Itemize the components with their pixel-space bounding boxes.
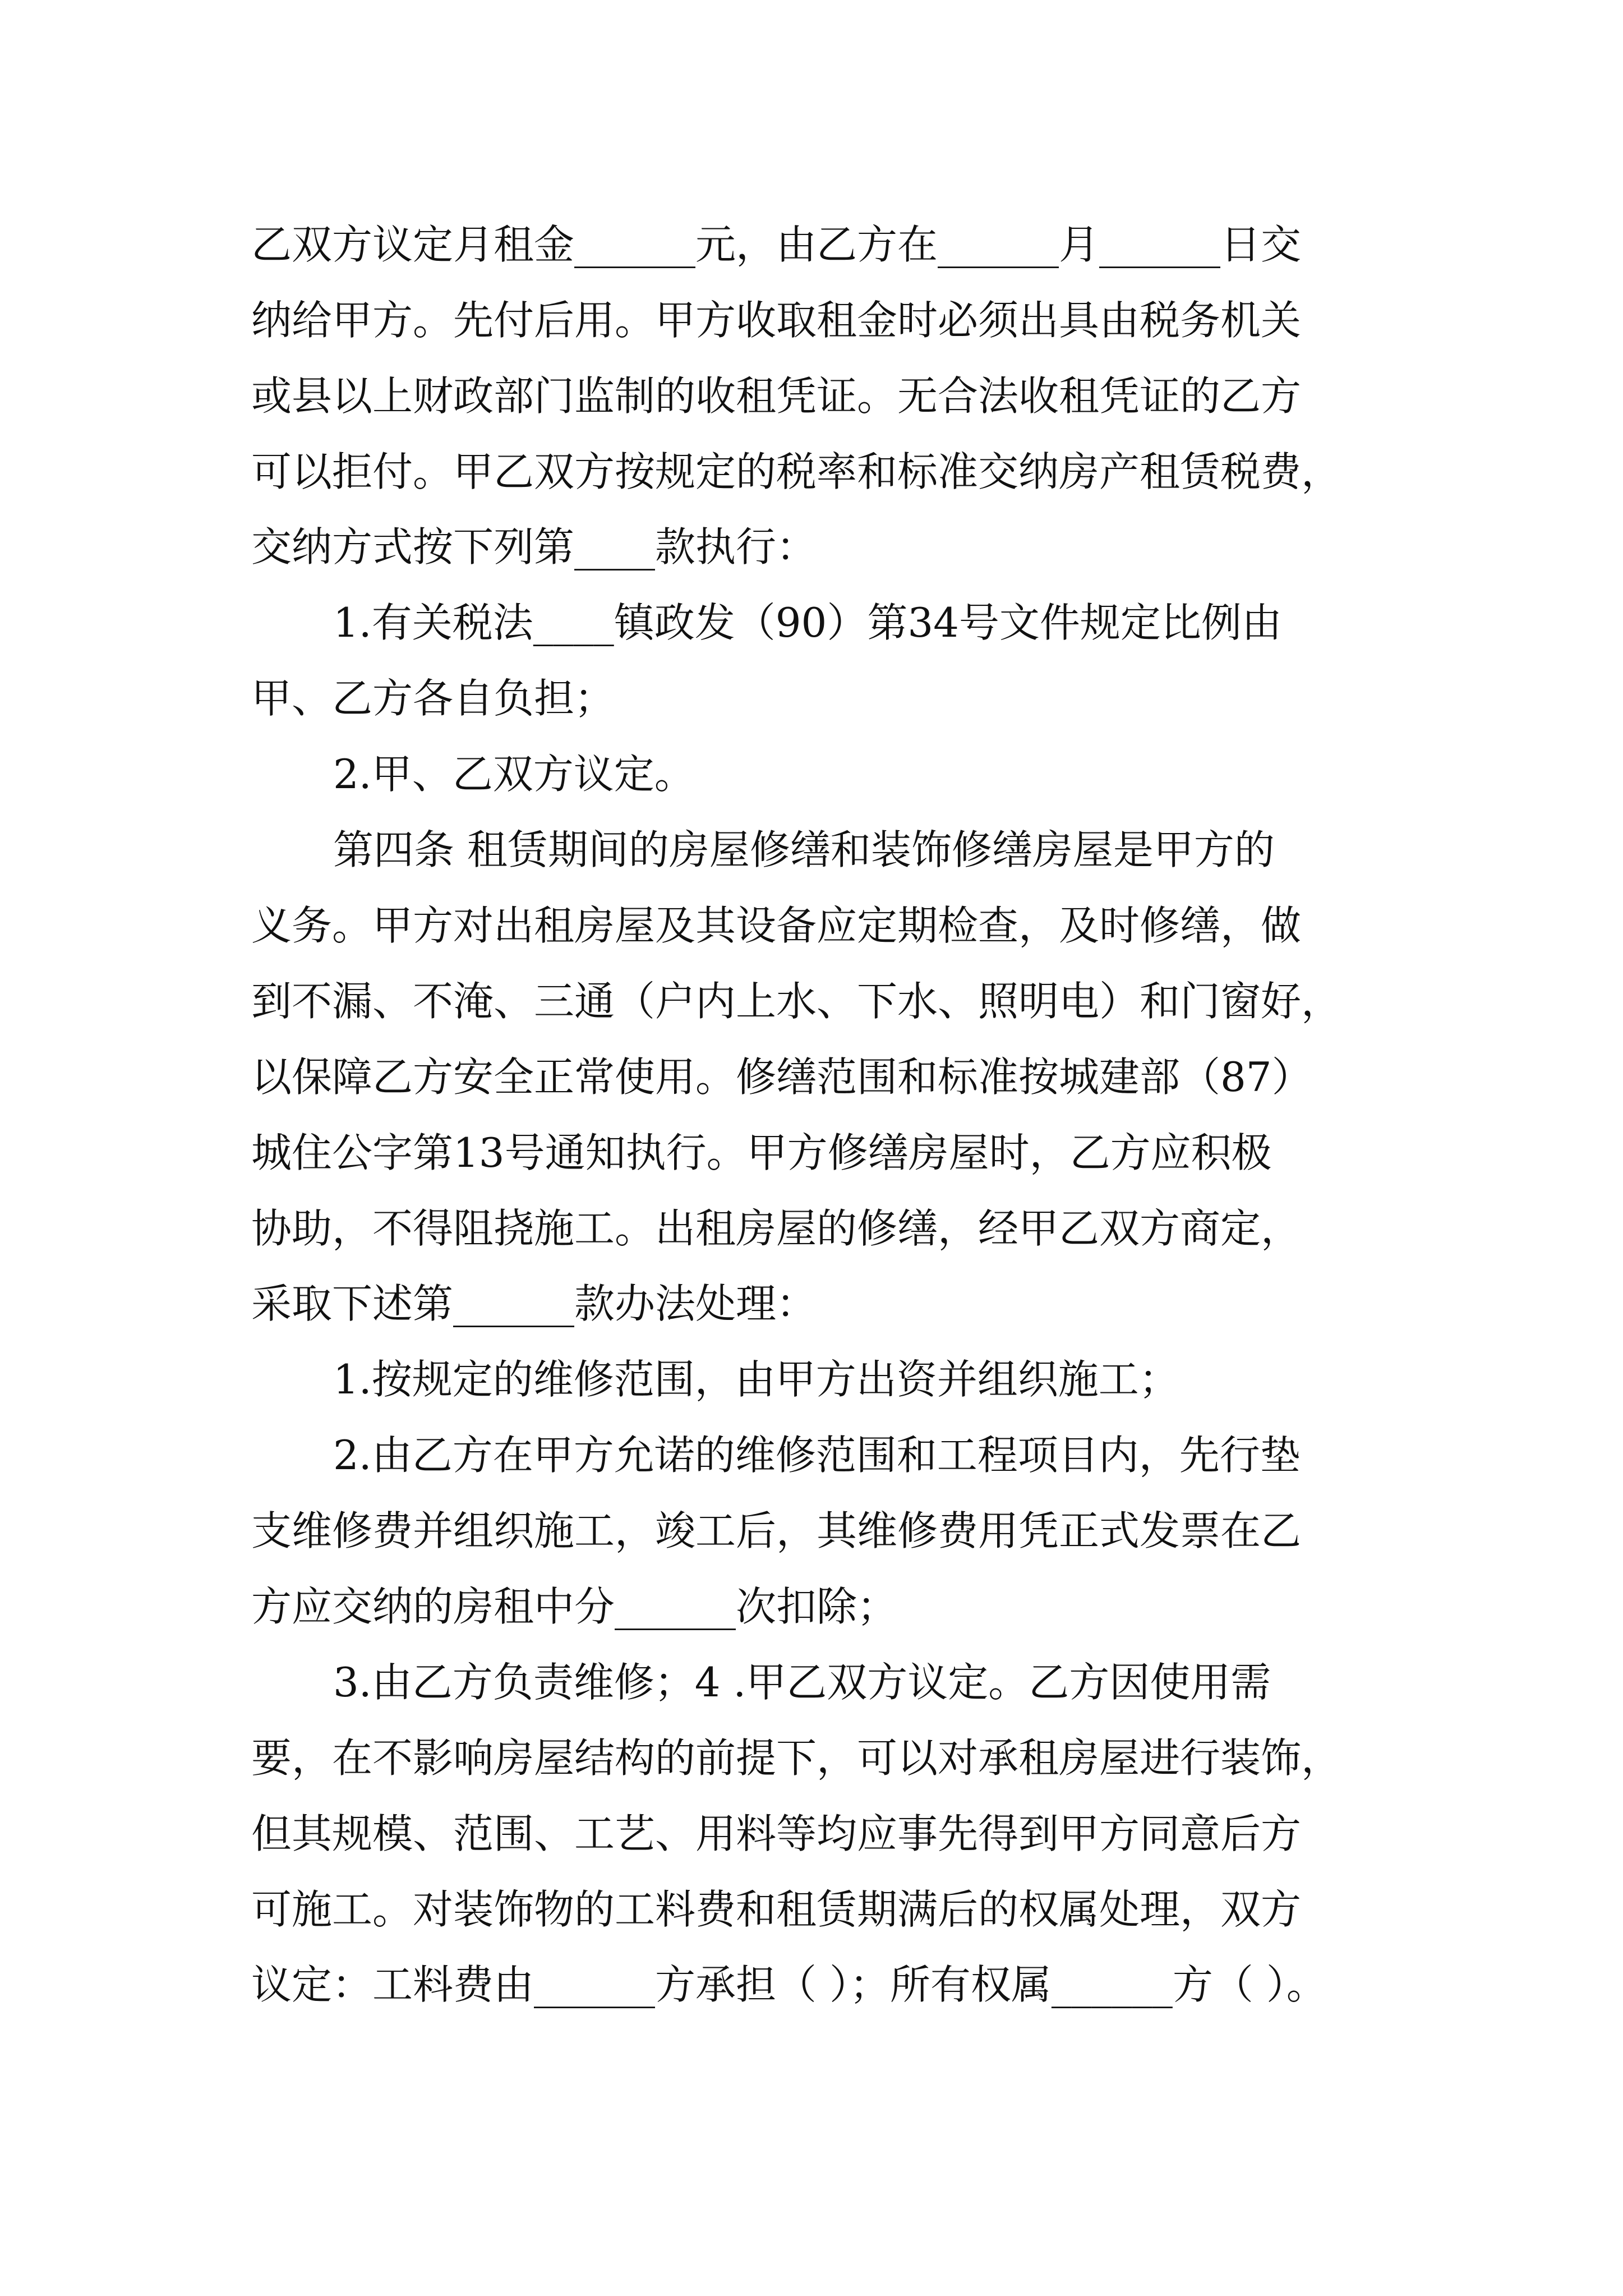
text-line: 以保障乙方安全正常使用。修缮范围和标准按城建部（87） <box>251 1053 1312 1101</box>
text-line: 议定：工料费由______方承担（ ）；所有权属______方（ ）。 <box>251 1961 1327 2008</box>
text-line: 到不漏、不淹、三通（户内上水、下水、照明电）和门窗好， <box>251 978 1342 1025</box>
list-item-line: 1.按规定的维修范围，由甲方出资并组织施工； <box>333 1356 1179 1403</box>
text-line: 方应交纳的房租中分______次扣除； <box>251 1583 898 1630</box>
text-line: 乙双方议定月租金______元，由乙方在______月______日交 <box>251 221 1302 268</box>
text-line: 可以拒付。甲乙双方按规定的税率和标准交纳房产租赁税费， <box>251 448 1342 495</box>
list-item-line: 2.甲、乙双方议定。 <box>333 751 695 798</box>
text-line: 甲、乙方各自负担； <box>251 675 615 722</box>
text-line: 但其规模、范围、工艺、用料等均应事先得到甲方同意后方 <box>251 1810 1302 1857</box>
text-line: 或县以上财政部门监制的收租凭证。无合法收租凭证的乙方 <box>251 372 1302 420</box>
list-item-line: 3.由乙方负责维修；4 .甲乙双方议定。乙方因使用需 <box>333 1659 1271 1706</box>
text-line: 交纳方式按下列第____款执行： <box>251 523 817 570</box>
text-line: 可施工。对装饰物的工料费和租赁期满后的权属处理，双方 <box>251 1886 1302 1933</box>
text-line: 城住公字第13号通知执行。甲方修缮房屋时，乙方应积极 <box>251 1129 1272 1176</box>
text-line: 协助，不得阻挠施工。出租房屋的修缮，经甲乙双方商定， <box>251 1205 1302 1252</box>
list-item-line: 1.有关税法____镇政发（90）第34号文件规定比例由 <box>333 599 1282 646</box>
article-heading-line: 第四条 租赁期间的房屋修缮和装饰修缮房屋是甲方的 <box>333 826 1275 873</box>
text-line: 采取下述第______款办法处理： <box>251 1280 817 1327</box>
text-line: 义务。甲方对出租房屋及其设备应定期检查，及时修缮，做 <box>251 902 1302 949</box>
text-line: 纳给甲方。先付后用。甲方收取租金时必须出具由税务机关 <box>251 297 1302 344</box>
text-line: 支维修费并组织施工，竣工后，其维修费用凭正式发票在乙 <box>251 1507 1302 1554</box>
list-item-line: 2.由乙方在甲方允诺的维修范围和工程项目内，先行垫 <box>333 1432 1301 1479</box>
text-line: 要，在不影响房屋结构的前提下，可以对承租房屋进行装饰， <box>251 1734 1342 1782</box>
